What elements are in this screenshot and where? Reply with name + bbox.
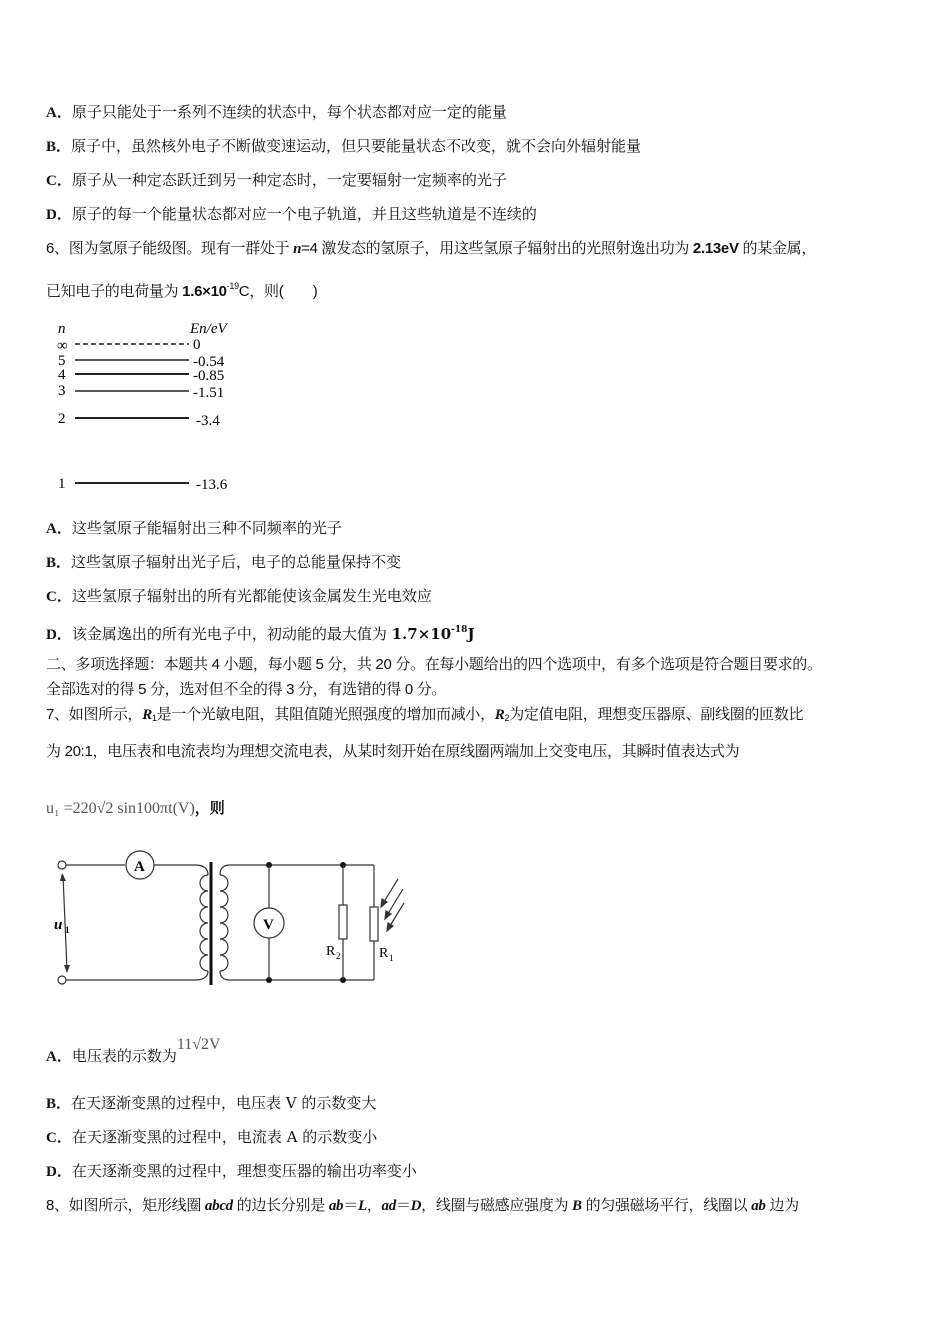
voltage-arrow xyxy=(63,875,67,970)
level-n-1: 1 xyxy=(58,476,66,492)
stem-text: 为定值电阻，理想变压器原、副线圈的匝数比 xyxy=(509,706,804,723)
option-letter: C． xyxy=(46,173,72,189)
option-letter: B． xyxy=(46,555,72,571)
q7-option-d xyxy=(46,1161,417,1182)
option-text: 在天逐渐变黑的过程中，电流表 A 的示数变小 xyxy=(71,1128,378,1146)
option-letter: A． xyxy=(46,105,72,121)
field-B: B xyxy=(572,1198,582,1214)
stem-text: =4 激发态的氢原子，用这些氢原子辐射出的光照射逸出功为 xyxy=(301,240,693,257)
stem-text: 的某金属， xyxy=(738,240,817,257)
charge-value: 1.6×10 xyxy=(182,283,227,300)
q7-option-c xyxy=(46,1127,377,1148)
stem-text: 的匀强磁场平行，线圈以 xyxy=(581,1197,752,1214)
variable-n: n xyxy=(293,241,302,257)
option-text: 电压表的示数为 xyxy=(71,1047,177,1065)
r1-label-subscript: 1 xyxy=(389,953,394,963)
length-L: L xyxy=(357,1198,367,1214)
stem-text: 边为 xyxy=(765,1197,799,1214)
option-text: 原子中，虽然核外电子不断做变速运动，但只要能量状态不改变，就不会向外辐射能量 xyxy=(71,137,642,155)
q6-stem-line2 xyxy=(46,276,318,302)
option-text: 在天逐渐变黑的过程中，电压表 V 的示数变大 xyxy=(71,1094,377,1112)
voltmeter-label: V xyxy=(263,917,274,933)
transformer-circuit-diagram xyxy=(40,845,420,995)
level-e-1: -13.6 xyxy=(196,477,228,493)
q7-formula-line xyxy=(46,798,225,819)
side-ad: ad xyxy=(381,1198,396,1214)
option-text: 原子的每一个能量状态都对应一个电子轨道，并且这些轨道是不连续的 xyxy=(71,205,537,223)
stem-text: 是一个光敏电阻，其阻值随光照强度的增加而减小， xyxy=(156,706,495,723)
r2-symbol: R xyxy=(494,707,505,723)
level-e-4: -0.85 xyxy=(193,368,225,384)
energy-level-diagram xyxy=(50,315,250,500)
energy-unit: J xyxy=(467,625,475,643)
option-letter: B． xyxy=(46,139,72,155)
n-axis-label: n xyxy=(58,321,66,337)
section2-instructions-line2: 全部选对的得 5 分，选对但不全的得 3 分，有选错的得 0 分。 xyxy=(46,681,447,698)
length-D: D xyxy=(410,1198,422,1214)
light-arrows-icon xyxy=(381,879,404,931)
voltage-value: 11√2V xyxy=(176,1036,221,1053)
input-voltage-label: u xyxy=(54,917,63,933)
stem-text: 的边长分别是 xyxy=(232,1197,329,1214)
option-letter: A． xyxy=(46,1049,72,1065)
work-function-value: 2.13eV xyxy=(692,240,739,257)
q6-option-c xyxy=(46,586,432,607)
equals-sign: ＝ xyxy=(343,1197,358,1214)
resistor-r2-icon xyxy=(339,905,347,939)
voltage-formula: u₁ =220√2 sin100πt(V) xyxy=(46,800,195,817)
r1-subscript: 1 xyxy=(151,713,157,723)
level-e-5: -0.54 xyxy=(193,354,225,370)
level-n-5: 5 xyxy=(58,353,66,369)
q6-stem-line1 xyxy=(46,239,816,259)
charge-exponent: -19 xyxy=(226,281,239,291)
option-letter: C． xyxy=(46,1130,72,1146)
stem-text: 8、如图所示，矩形线圈 xyxy=(46,1197,205,1214)
section2-instructions-line1: 二、多项选择题：本题共 4 小题，每小题 5 分，共 20 分。在每小题给出的四个选项中，有多个选项是符合题目要求的。 xyxy=(46,656,822,673)
option-letter: D． xyxy=(46,1164,72,1180)
level-n-3: 3 xyxy=(58,383,66,399)
input-voltage-subscript: 1 xyxy=(65,925,70,935)
option-text: 这些氢原子能辐射出三种不同频率的光子 xyxy=(71,519,342,537)
option-letter: D． xyxy=(46,207,72,223)
stem-text: ， xyxy=(366,1197,382,1214)
q5-option-c xyxy=(46,170,507,191)
q5-option-d xyxy=(46,204,537,225)
q7-option-b xyxy=(46,1093,376,1114)
q6-option-d xyxy=(46,620,475,645)
arrow-head-down-icon xyxy=(64,965,70,973)
option-text: 原子只能处于一系列不连续的状态中，每个状态都对应一定的能量 xyxy=(71,103,507,121)
r2-label: R xyxy=(326,944,336,959)
q8-stem-line1 xyxy=(46,1196,799,1216)
q7-stem-line2: 为 20:1，电压表和电流表均为理想交流电表，从某时刻开始在原线圈两端加上交变电压，其瞬时值表达式为 xyxy=(46,743,740,760)
option-text: 在天逐渐变黑的过程中，理想变压器的输出功率变小 xyxy=(71,1162,417,1180)
level-n-4: 4 xyxy=(58,367,66,383)
option-letter: D． xyxy=(46,627,72,643)
arrow-head-up-icon xyxy=(60,873,66,881)
q6-option-a xyxy=(46,518,342,539)
stem-text: 已知电子的电荷量为 xyxy=(46,283,183,300)
equals-sign: ＝ xyxy=(395,1197,411,1214)
level-e-inf: 0 xyxy=(193,337,201,353)
stem-text: ，线圈与磁感应强度为 xyxy=(421,1197,573,1214)
r2-subscript: 2 xyxy=(504,713,510,723)
q5-option-b xyxy=(46,136,641,157)
stem-text: C，则( ) xyxy=(238,283,318,300)
level-e-2: -3.4 xyxy=(196,413,220,429)
stem-text: 7、如图所示， xyxy=(46,706,143,723)
energy-exponent: -18 xyxy=(451,625,468,635)
level-n-inf: ∞ xyxy=(57,338,68,354)
stem-text: 6、图为氢原子能级图。现有一群处于 xyxy=(46,240,294,257)
option-text: 该金属逸出的所有光电子中，初动能的最大值为 xyxy=(71,625,392,643)
option-letter: A． xyxy=(46,521,72,537)
energy-value: 1.7×10 xyxy=(391,625,452,643)
option-text: 这些氢原子辐射出光子后，电子的总能量保持不变 xyxy=(71,553,402,571)
r1-label: R xyxy=(379,946,389,961)
level-e-3: -1.51 xyxy=(193,385,225,401)
option-letter: B． xyxy=(46,1096,72,1112)
option-text: 原子从一种定态跃迁到另一种定态时，一定要辐射一定频率的光子 xyxy=(71,171,507,189)
r1-symbol: R xyxy=(142,707,152,723)
photoresistor-r1-icon xyxy=(370,907,378,941)
r2-label-subscript: 2 xyxy=(336,951,341,961)
q7-option-a xyxy=(46,1036,221,1067)
primary-coil xyxy=(200,875,208,971)
input-terminal-bottom xyxy=(58,976,66,984)
side-ab: ab xyxy=(751,1198,766,1214)
q7-stem-line1 xyxy=(46,705,803,728)
stem-text: ，则 xyxy=(194,799,225,817)
option-letter: C． xyxy=(46,589,72,605)
ammeter-label: A xyxy=(134,859,145,875)
secondary-coil xyxy=(220,875,228,971)
q6-option-b xyxy=(46,552,401,573)
input-terminal-top xyxy=(58,861,66,869)
energy-axis-label: En/eV xyxy=(190,321,227,337)
level-n-2: 2 xyxy=(58,411,66,427)
side-ab: ab xyxy=(328,1198,344,1214)
option-text: 这些氢原子辐射出的所有光都能使该金属发生光电效应 xyxy=(71,587,432,605)
coil-name: abcd xyxy=(204,1198,233,1214)
q5-option-a xyxy=(46,102,507,123)
